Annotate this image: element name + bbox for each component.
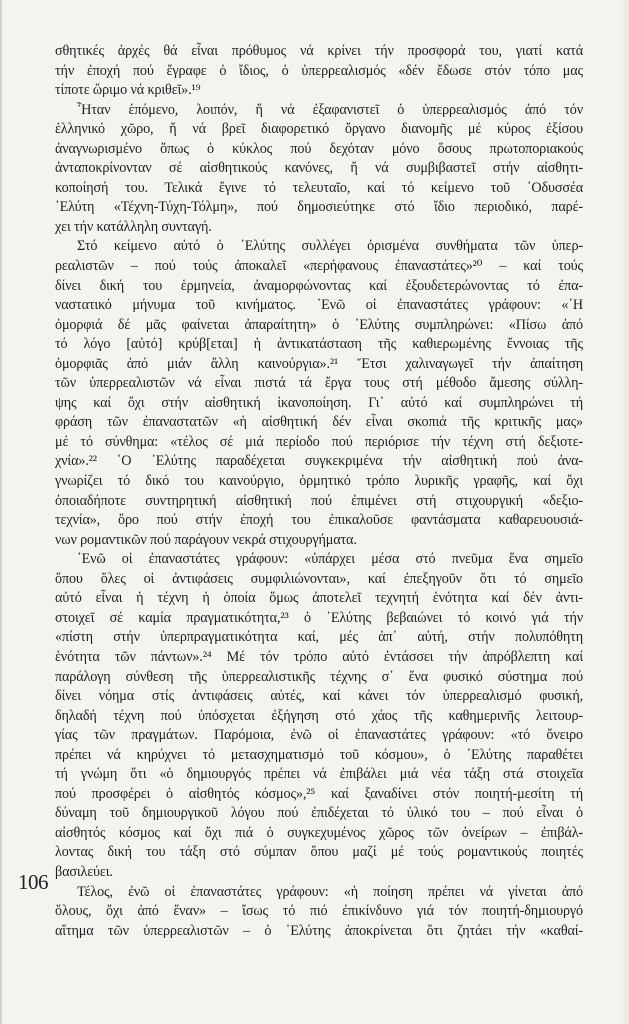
text-line: ρεαλιστῶν – πού τούς ἀποκαλεῖ «περήφανους ἐπαναστάτες»²⁰ – καί τούς [55,258,583,275]
text-line: τή γνώμη ὅτι «ὁ δημιουργός πρέπει νά ἐπιβάλει μιά νέα τάξη στά στοιχεῖα [55,766,583,783]
text-line: ἑνότητα τῶν πάντων».²⁴ Μέ τόν τρόπο αὐτό ἐντάσσει τήν ἀπρόβλεπτη καί [55,648,583,665]
text-line: φράση τῶν ἐπαναστατῶν «ἡ αἰσθητική δέν εἶναι σκοπιά τῆς κριτικῆς μας» [55,414,583,431]
text-line: ᾿Ενῶ οἱ ἐπαναστάτες γράφουν: «ὑπάρχει μέσα στό πνεῦμα ἕνα σημεῖο [77,551,583,568]
text-line: Στό κείμενο αὐτό ὁ ᾿Ελύτης συλλέγει ὁρισμένα συνθήματα τῶν ὑπερ- [77,238,583,255]
text-line: «πίστη στήν ὑπερπραγματικότητα καί, μές ἀπ᾿ αὐτή, στήν πολυπόθητη [55,629,583,646]
text-line: δηλαδή τέχνη πού ὑπόσχεται ἐξήγηση στό χάος τῆς καθημερινῆς λειτουρ- [55,707,583,724]
text-line: δίνει νόημα στίς ἀντιφάσεις αὐτές, καί κάνει τόν ὑπερρεαλισμό φυσική, [55,688,583,705]
text-line: δύναμη τοῦ δημιουργικοῦ λόγου πού ἐπιδέχεται τό ὑλικό του – πού εἶναι ὁ [55,805,583,822]
text-line: χει τήν κατάλληλη συνταγή. [55,218,212,235]
text-line: ἑλληνικό χῶρο, ἤ νά βρεῖ διαφορετικό ὄργανο διανομῆς μέ κύρος ἐξίσου [55,121,583,138]
text-line: αὐτό εἶναι ἡ τέχνη ἡ ὁποία ὅμως ἀποτελεῖ τεχνητή ἑνότητα καί δέν ἀντι- [55,590,583,607]
text-line: γνωρίζει τό δικό του καινούργιο, ὁρμητικό τρόπο λυρικῆς γραφῆς, καί ὄχι [55,473,583,490]
body-text [55,42,583,941]
text-line: τεχνία», ὅρο πού στήν ἐποχή του ἐπικαλοῦσε φαντάσματα καθαρευουσιά- [55,512,583,529]
text-line: στοιχεῖ σέ καμία πραγματικότητα,²³ ὁ ᾿Ελύτης βεβαιώνει τό κοινό γιά τήν [55,609,583,626]
text-line: αἰσθητός κόσμος καί ὄχι πιά ὁ συγκεχυμένος χῶρος τῶν ὀνείρων – ἐπιβάλ- [55,824,583,841]
text-line: Τέλος, ἐνῶ οἱ ἐπαναστάτες γράφουν: «ἡ ποίηση πρέπει νά γίνεται ἀπό [77,883,583,900]
text-line: γίας τῶν πραγμάτων. Παρόμοια, ἐνῶ οἱ ἐπαναστάτες γράφουν: «τό ὄνειρο [55,727,583,744]
text-line: τήν ἐποχή πού ἔγραφε ὁ ἴδιος, ὁ ὑπερρεαλισμός «δέν ἔδωσε στόν τόπο μας [55,62,583,79]
text-line: ἀναγνωρισμένο ὅπως ὁ κύκλος πού δεχόταν μόνο ὅσους πρωτοποριακούς [55,140,583,157]
page-edge-shadow [0,0,2,1024]
text-line: ναστατικό μήνυμα τοῦ κινήματος. ᾿Ενῶ οἱ ἐπαναστάτες γράφουν: «῾Η [55,297,583,314]
text-line: ὁποιαδήποτε συντηρητική αἰσθητική πού ἐπιμένει στή στιχουργική «δεξιο- [55,492,583,509]
text-line: τίποτε ὥριμο νά κριθεῖ».¹⁹ [55,82,201,99]
text-line: κοποίησή του. Τελικά ἔγινε τό τελευταῖο, καί τό κείμενο τοῦ ᾿Οδυσσέα [55,179,583,196]
text-line: ὀμορφιά δέ μᾶς φαίνεται ἀπαραίτητη» ὁ ᾿Ελύτης συμπληρώνει: «Πίσω ἀπό [55,316,583,333]
text-line: πού προσφέρει ὁ αἰσθητός κόσμος»,²⁵ καί ξαναδίνει στόν ποιητή-μεσίτη τή [55,785,583,802]
text-line: αἴτημα τῶν ὑπερρεαλιστῶν – ὁ ᾿Ελύτης ἀποκρίνεται ὅτι ζητάει τήν «καθαί- [55,922,583,939]
text-line: ὀμορφιᾶς ἀπό μιάν ἄλλη καινούργια».²¹ Ἔτσι χαλιναγωγεῖ τήν ἀπαίτηση [55,355,583,372]
text-line: Ἦταν ἑπόμενο, λοιπόν, ἤ νά ἐξαφανιστεῖ ὁ ὑπερρεαλισμός ἀπό τόν [77,101,583,118]
text-line: ἀνταποκρίνονταν σέ αἰσθητικούς κανόνες, ἤ νά συμβιβαστεῖ στήν αἰσθητι- [55,160,583,177]
text-line: χνία».²² ῾Ο ᾿Ελύτης παραδέχεται συγκεκριμένα τήν αἰσθητική πού ἀνα- [55,453,583,470]
text-line: νων ρομαντικῶν πού παράγουν νεκρά στιχουργήματα. [55,531,357,548]
text-line: δίνει δική του ἑρμηνεία, ἀναμορφώνοντας καί ἐξουδετερώνοντας τό ἐπα- [55,277,583,294]
text-line: βασιλεύει. [55,863,113,880]
text-line: ψης καί ὄχι στήν αἰσθητική ἱκανοποίηση. Γι᾿ αὐτό καί συμπληρώνει τή [55,394,583,411]
text-line: τό λόγο [αὐτό] κρύβ[εται] ἡ ἀντικατάσταση τῆς καθιερωμένης ἔννοιας τῆς [55,336,583,353]
page-number: 106 [18,870,48,894]
text-line: ὅπου ὅλες οἱ ἀντιφάσεις συμφιλιώνονται», καί ἐπεξηγοῦν ὅτι τό σημεῖο [55,570,583,587]
text-line: τῶν ὑπερρεαλιστῶν νά εἶναι πιστά τά ἔργα τους στή μέθοδο ἄμεσης σύλλη- [55,375,583,392]
text-line: παράλογη σύνθεση τῆς ὑπερρεαλιστικῆς τέχνης σ᾿ ἕνα φυσικό σύστημα πού [55,668,583,685]
text-line: λοντας δική του τάξη στό σύμπαν ὅπου μαζί μέ τούς ρομαντικούς ποιητές [55,844,583,861]
text-line: ᾿Ελύτη «Τέχνη-Τύχη-Τόλμη», πού δημοσιεύτηκε στό ἴδιο περιοδικό, παρέ- [55,199,583,216]
text-line: πρέπει νά κηρύχνει τό μετασχηματισμό τοῦ κόσμου», ὁ ᾿Ελύτης παραθέτει [55,746,583,763]
text-line: ὅλους, ὄχι ἀπό ἕναν» – ἴσως τό πιό ἐπικίνδυνο γιά τόν ποιητή-δημιουργό [55,903,583,920]
text-line: σθητικές ἀρχές θά εἶναι πρόθυμος νά κρίνει τήν προσφορά του, γιατί κατά [55,43,583,59]
text-line: μέ τό σύνθημα: «τέλος σέ μιά περίοδο πού περιόρισε τήν τέχνη στή δεξιοτε- [55,433,583,450]
page-gutter-shade [619,0,629,1024]
